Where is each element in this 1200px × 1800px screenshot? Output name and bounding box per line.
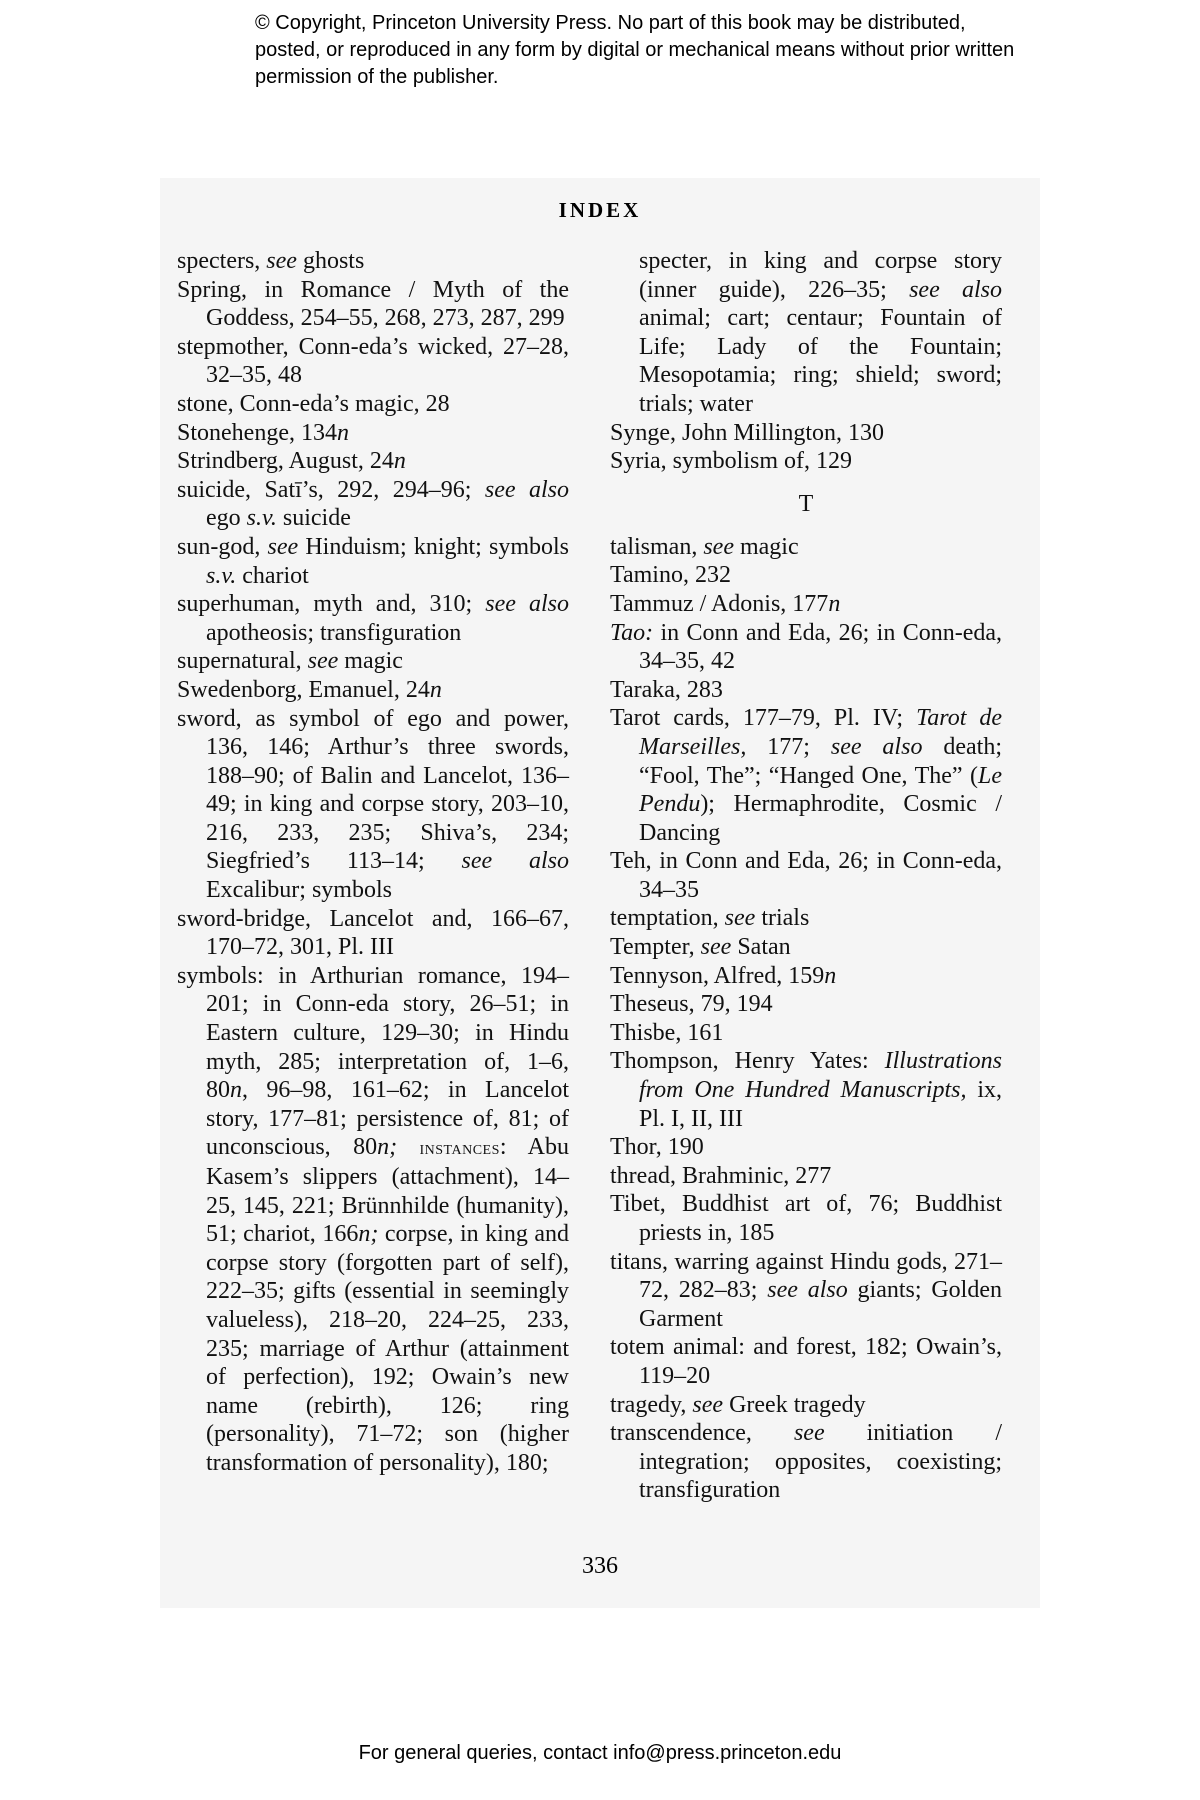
- index-entry: Swedenborg, Emanuel, 24n: [177, 676, 442, 703]
- index-entry: stone, Conn-eda’s magic, 28: [177, 390, 450, 417]
- index-entry: Theseus, 79, 194: [610, 991, 773, 1018]
- index-entry: sun-god, see Hinduism; knight; symbols s.v. chariot: [177, 533, 569, 589]
- index-entry: Tarot cards, 177–79, Pl. IV; Tarot de Marseilles, 177; see also death; “Fool, The”; “Hanged One, The” (Le Pendu); Hermaphrodite, Cosmic / Dancing: [610, 705, 1003, 846]
- index-entry: transcendence, see initiation / integration; opposites, coexisting; transfiguration: [610, 1420, 1002, 1504]
- index-entry: Strindberg, August, 24n: [177, 448, 406, 475]
- copyright-notice: © Copyright, Princeton University Press. No part of this book may be distributed, posted, or reproduced in any form by digital or mechanical means without prior written permission of the publisher.: [255, 12, 1015, 88]
- section-letter: T: [798, 490, 814, 517]
- index-entry: Tempter, see Satan: [610, 934, 791, 961]
- index-entry: tragedy, see Greek tragedy: [610, 1391, 866, 1418]
- index-entry: Tibet, Buddhist art of, 76; Buddhist priests in, 185: [610, 1191, 1002, 1246]
- index-entry: sword, as symbol of ego and power, 136, 146; Arthur’s three swords, 188–90; of Balin and Lancelot, 136–49; in king and corpse story, 203–10, 216, 233, 235; Shiva’s, 234; Siegfried’s 113–14; see also Excalibur; symbols: [177, 705, 569, 904]
- page-number: 336: [582, 1553, 618, 1579]
- index-entry: Spring, in Romance / Myth of the Goddess, 254–55, 268, 273, 287, 299: [177, 276, 569, 332]
- index-entry: specters, see ghosts: [177, 248, 365, 274]
- index-entry: symbols: in Arthurian romance, 194–201; in Conn-eda story, 26–51; in Eastern culture, 129–30; in Hindu myth, 285; interpretation of, 1–6, 80n, 96–98, 161–62; in Lancelot story, 177–81; persistence of, 81; of unconscious, 80n; instances: Abu Kasem’s slippers (attachment), 14–25, 145, 221; Brünnhilde (humanity), 51; chariot, 166n; corpse, in king and corpse story (forgotten part of self), 222–35; gifts (essential in seemingly valueless), 218–20, 224–25, 233, 235; marriage of Arthur (attainment of perfection), 192; Owain’s new name (rebirth), 126; ring (personality), 71–72; son (higher transformation of personality), 180;: [177, 962, 569, 1476]
- index-entry: Syria, symbolism of, 129: [610, 448, 853, 475]
- index-entry: titans, warring against Hindu gods, 271–72, 282–83; see also giants; Golden Garment: [610, 1248, 1003, 1332]
- index-entry: Teh, in Conn and Eda, 26; in Conn-eda, 34–35: [610, 848, 1002, 903]
- index-column-right: [610, 247, 1002, 1505]
- index-entry: Synge, John Millington, 130: [610, 419, 885, 446]
- index-entry: Taraka, 283: [610, 676, 723, 703]
- index-entry: Tennyson, Alfred, 159n: [610, 962, 837, 989]
- index-entry: Thisbe, 161: [610, 1019, 724, 1046]
- index-entry: Thor, 190: [610, 1134, 704, 1161]
- index-entry: suicide, Satī’s, 292, 294–96; see also ego s.v. suicide: [177, 476, 569, 532]
- index-column-left: [177, 247, 569, 1478]
- index-entry: stepmother, Conn-eda’s wicked, 27–28, 32–35, 48: [177, 333, 569, 389]
- index-entry: temptation, see trials: [610, 905, 810, 932]
- index-entry: Stonehenge, 134n: [177, 419, 349, 446]
- index-entry: totem animal: and forest, 182; Owain’s, 119–20: [610, 1334, 1002, 1389]
- index-entry-continued: specter, in king and corpse story (inner guide), 226–35; see also animal; cart; centaur; Fountain of Life; Lady of the Fountain; Mesopotamia; ring; shield; sword; trials; water: [639, 248, 1002, 417]
- index-entry: Tao: in Conn and Eda, 26; in Conn-eda, 34–35, 42: [610, 619, 1002, 675]
- index-entry: Tamino, 232: [610, 562, 731, 589]
- contact-footer: For general queries, contact info@press.princeton.edu: [358, 1742, 842, 1764]
- index-entry: talisman, see magic: [610, 533, 799, 560]
- index-entry: superhuman, myth and, 310; see also apotheosis; transfiguration: [177, 591, 569, 646]
- index-entry: Thompson, Henry Yates: Illustrations from One Hundred Manuscripts, ix, Pl. I, II, III: [610, 1048, 1002, 1132]
- index-entry: supernatural, see magic: [177, 648, 403, 675]
- index-entry: thread, Brahminic, 277: [610, 1162, 832, 1189]
- page-heading: INDEX: [558, 198, 642, 222]
- index-entry: Tammuz / Adonis, 177n: [610, 590, 841, 617]
- index-entry: sword-bridge, Lancelot and, 166–67, 170–72, 301, Pl. III: [177, 905, 569, 961]
